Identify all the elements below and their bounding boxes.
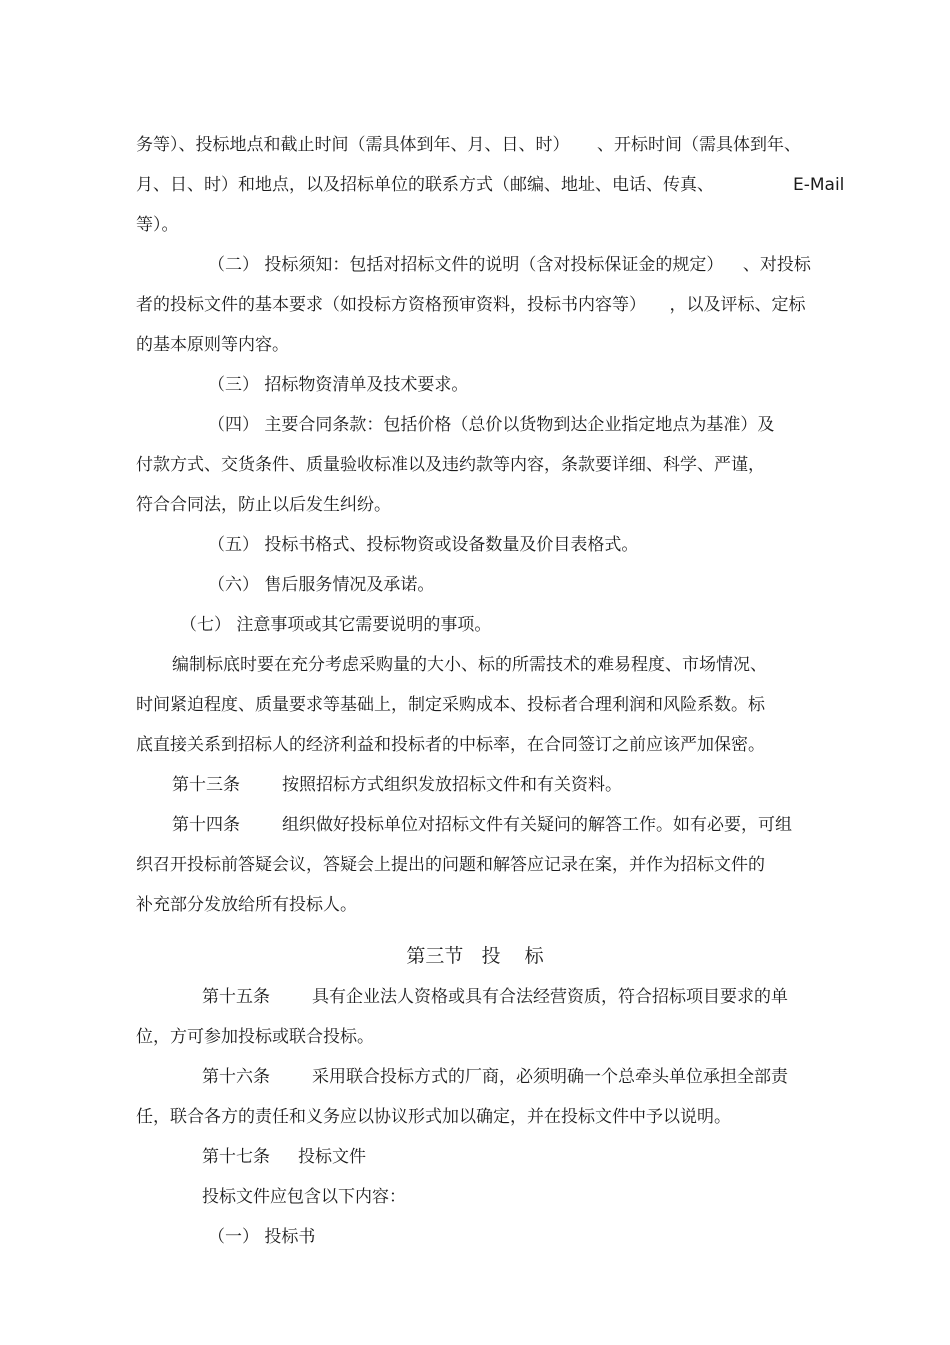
text-line: 任，联合各方的责任和义务应以协议形式加以确定，并在投标文件中予以说明。 [136,1107,731,1127]
article-line: 第十六条 采用联合投标方式的厂商，必须明确一个总牵头单位承担全部责 [202,1067,788,1087]
article-line: 第十三条 按照招标方式组织发放招标文件和有关资料。 [172,775,622,795]
text-line: 付款方式、交货条件、质量验收标准以及违约款等内容，条款要详细、科学、严谨， [136,455,765,475]
text-line: （五） 投标书格式、投标物资或设备数量及价目表格式。 [208,535,639,555]
text-line: 底直接关系到招标人的经济利益和投标者的中标率，在合同签订之前应该严加保密。 [136,735,765,755]
text-line: 月、日、时）和地点，以及招标单位的联系方式（邮编、地址、电话、传真、 [136,175,714,195]
text-line: 符合合同法，防止以后发生纠纷。 [136,495,391,515]
text-line: （一） 投标书 [208,1227,316,1247]
text-line: 织召开投标前答疑会议，答疑会上提出的问题和解答应记录在案，并作为招标文件的 [136,855,765,875]
text-line: 等）。 [136,215,179,235]
text-line: E-Mail [793,175,845,195]
article-line: 第十五条 具有企业法人资格或具有合法经营资质，符合招标项目要求的单 [202,987,788,1007]
text-line: （四） 主要合同条款：包括价格（总价以货物到达企业指定地点为基准）及 [208,415,775,435]
text-line: （二） 投标须知：包括对招标文件的说明（含对投标保证金的规定） 、对投标 [208,255,811,275]
text-line: （六） 售后服务情况及承诺。 [208,575,435,595]
text-line: 投标文件应包含以下内容： [202,1187,406,1207]
text-line: 补充部分发放给所有投标人。 [136,895,357,915]
text-line: 编制标底时要在充分考虑采购量的大小、标的所需技术的难易程度、市场情况、 [172,655,767,675]
section-title: 第三节 投 标 [406,945,544,967]
text-line: （七） 注意事项或其它需要说明的事项。 [180,615,492,635]
text-line: 的基本原则等内容。 [136,335,289,355]
article-line: 第十七条 投标文件 [202,1147,366,1167]
text-line: 者的投标文件的基本要求（如投标方资格预审资料，投标书内容等） ，以及评标、定标 [136,295,806,315]
text-line: 位，方可参加投标或联合投标。 [136,1027,374,1047]
text-line: 时间紧迫程度、质量要求等基础上，制定采购成本、投标者合理利润和风险系数。标 [136,695,765,715]
text-line: 务等）、投标地点和截止时间（需具体到年、月、日、时） 、开标时间（需具体到年、 [136,135,801,155]
text-line: （三） 招标物资清单及技术要求。 [208,375,469,395]
article-line: 第十四条 组织做好投标单位对招标文件有关疑问的解答工作。如有必要，可组 [172,815,792,835]
